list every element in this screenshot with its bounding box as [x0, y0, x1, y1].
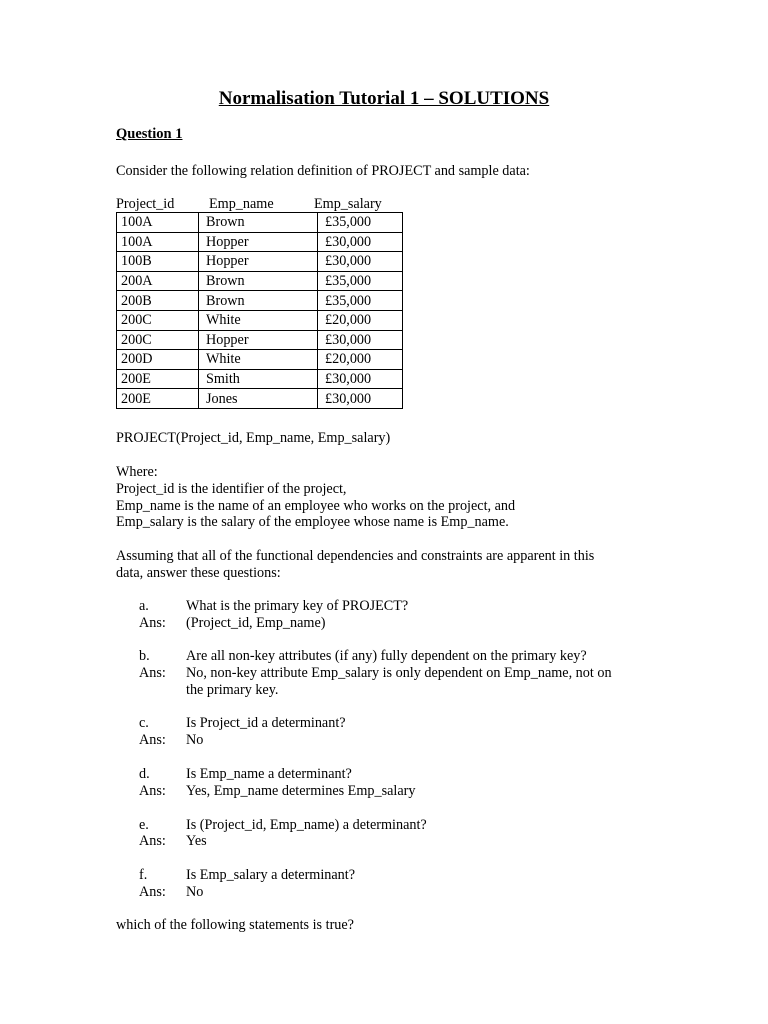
table-row [117, 330, 403, 350]
answer-label: Ans: [139, 665, 166, 681]
answer-text: Yes [186, 833, 207, 849]
table-row [117, 252, 403, 272]
question-letter: a. [139, 598, 149, 614]
question-text: What is the primary key of PROJECT? [186, 598, 409, 614]
where-line: Emp_salary is the salary of the employee whose name is Emp_name. [116, 514, 509, 530]
question-letter: d. [139, 766, 150, 782]
project-id-cell: 200B [117, 291, 199, 311]
question-text: Is Emp_salary a determinant? [186, 867, 356, 883]
answer-text: (Project_id, Emp_name) [186, 615, 326, 631]
column-header-emp-salary: Emp_salary [314, 196, 382, 212]
emp-name-cell: White [199, 310, 318, 330]
project-id-cell: 200E [117, 369, 199, 389]
emp-salary-cell: £35,000 [318, 291, 403, 311]
question-text: Are all non-key attributes (if any) fully dependent on the primary key? [186, 648, 587, 664]
emp-salary-cell: £20,000 [318, 310, 403, 330]
emp-salary-cell: £30,000 [318, 389, 403, 409]
project-id-cell: 200A [117, 271, 199, 291]
table-row [117, 310, 403, 330]
emp-name-cell: Brown [199, 271, 318, 291]
emp-name-cell: Hopper [199, 330, 318, 350]
page-title: Normalisation Tutorial 1 – SOLUTIONS [218, 88, 550, 109]
answer-text: Yes, Emp_name determines Emp_salary [186, 783, 416, 799]
project-id-cell: 100A [117, 213, 199, 233]
intro-text: Consider the following relation definition of PROJECT and sample data: [116, 163, 530, 179]
question-text: Is (Project_id, Emp_name) a determinant? [186, 817, 427, 833]
question-letter: e. [139, 817, 149, 833]
emp-salary-cell: £35,000 [318, 213, 403, 233]
table-row [117, 232, 403, 252]
project-id-cell: 100B [117, 252, 199, 272]
relation-definition: PROJECT(Project_id, Emp_name, Emp_salary) [116, 430, 391, 446]
answer-text: No [186, 732, 204, 748]
answer-text-continued: the primary key. [186, 682, 279, 698]
question-text: Is Emp_name a determinant? [186, 766, 352, 782]
answer-label: Ans: [139, 783, 166, 799]
emp-salary-cell: £30,000 [318, 330, 403, 350]
closing-text: which of the following statements is true? [116, 917, 354, 933]
answer-text: No, non-key attribute Emp_salary is only dependent on Emp_name, not on [186, 665, 612, 681]
project-id-cell: 200C [117, 310, 199, 330]
table-row [117, 369, 403, 389]
question-letter: c. [139, 715, 149, 731]
question-text: Is Project_id a determinant? [186, 715, 346, 731]
where-line: Project_id is the identifier of the project, [116, 481, 347, 497]
emp-name-cell: Hopper [199, 232, 318, 252]
question-letter: f. [139, 867, 148, 883]
table-row [117, 291, 403, 311]
where-line: Emp_name is the name of an employee who works on the project, and [116, 498, 516, 514]
where-heading: Where: [116, 464, 158, 480]
emp-name-cell: Brown [199, 291, 318, 311]
project-id-cell: 100A [117, 232, 199, 252]
column-header-emp-name: Emp_name [209, 196, 274, 212]
answer-label: Ans: [139, 884, 166, 900]
answer-label: Ans: [139, 732, 166, 748]
answer-text: No [186, 884, 204, 900]
table-row [117, 350, 403, 370]
project-id-cell: 200D [117, 350, 199, 370]
project-data-table [116, 212, 403, 409]
emp-name-cell: Jones [199, 389, 318, 409]
emp-salary-cell: £30,000 [318, 232, 403, 252]
emp-name-cell: Hopper [199, 252, 318, 272]
assumption-text: Assuming that all of the functional dependencies and constraints are apparent in this [116, 548, 595, 564]
emp-salary-cell: £30,000 [318, 252, 403, 272]
emp-name-cell: Brown [199, 213, 318, 233]
assumption-text: data, answer these questions: [116, 565, 281, 581]
table-row [117, 389, 403, 409]
emp-salary-cell: £30,000 [318, 369, 403, 389]
answer-label: Ans: [139, 615, 166, 631]
table-row [117, 271, 403, 291]
answer-label: Ans: [139, 833, 166, 849]
question-heading: Question 1 [116, 126, 183, 142]
question-letter: b. [139, 648, 150, 664]
emp-name-cell: Smith [199, 369, 318, 389]
emp-salary-cell: £35,000 [318, 271, 403, 291]
column-header-project-id: Project_id [116, 196, 175, 212]
emp-salary-cell: £20,000 [318, 350, 403, 370]
project-id-cell: 200E [117, 389, 199, 409]
project-id-cell: 200C [117, 330, 199, 350]
emp-name-cell: White [199, 350, 318, 370]
table-row [117, 213, 403, 233]
